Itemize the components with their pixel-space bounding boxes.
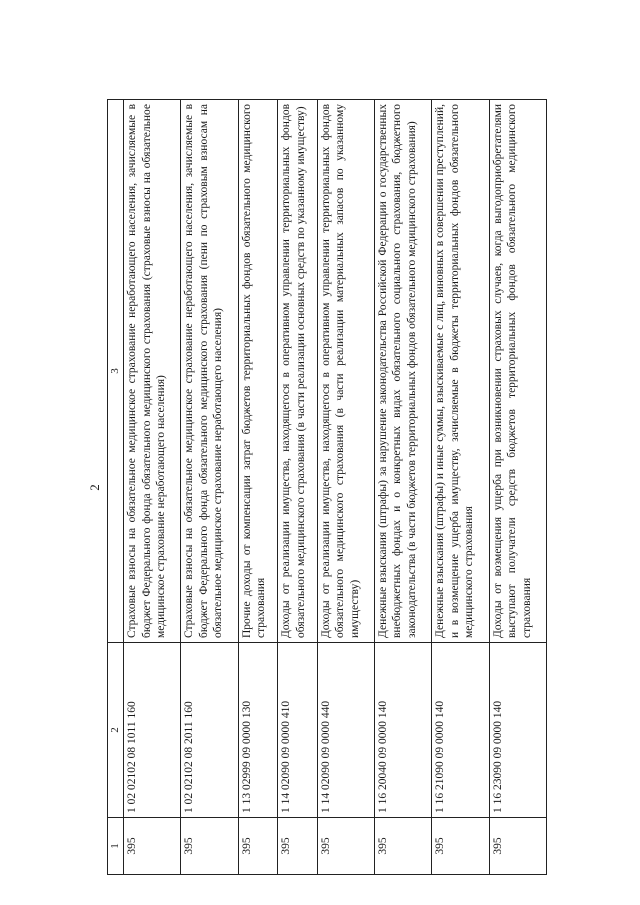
description-cell: Денежные взыскания (штрафы) за нарушение законодательства Российской Федерации о государственных внебюджетных фондах и о конкретных видах обязательного социального страхования, бюджетного законодательства (в части бюджетов территориальных фондов обязательного медицинского страхования) — [374, 100, 431, 643]
revenue-code-cell: 1 14 02090 09 0000 440 — [317, 643, 374, 818]
description-cell: Страховые взносы на обязательное медицинское страхование неработающего населения, зачисляемые в бюджет Федерального фонда обязательного медицинского страхования (страховые взносы на обязательное медицинское страхование неработающего населения) — [124, 100, 181, 643]
admin-code-cell: 395 — [124, 818, 181, 875]
admin-code-cell: 395 — [432, 818, 489, 875]
admin-code-cell: 395 — [374, 818, 431, 875]
column-header-3: 3 — [108, 100, 124, 643]
admin-code-cell: 395 — [278, 818, 317, 875]
column-header-1: 1 — [108, 818, 124, 875]
rotated-landscape-content — [85, 100, 555, 875]
table-row — [317, 100, 374, 875]
admin-code-cell: 395 — [181, 818, 238, 875]
revenue-code-cell: 1 02 02102 08 1011 160 — [124, 643, 181, 818]
revenue-code-cell: 1 16 20040 09 0000 140 — [374, 643, 431, 818]
table-row — [432, 100, 489, 875]
description-cell: Доходы от реализации имущества, находящегося в оперативном управлении территориальных фондов обязательного медицинского страхования (в части реализации материальных запасов по указанному имуществу) — [317, 100, 374, 643]
table-row — [489, 100, 546, 875]
description-cell: Доходы от возмещения ущерба при возникновении страховых случаев, когда выгодоприобретателями выступают получатели средств бюджетов территориальных фондов обязательного медицинского страхования — [489, 100, 546, 643]
description-cell: Денежные взыскания (штрафы) и иные суммы, взыскиваемые с лиц, виновных в совершении преступлений, и в возмещение ущерба имуществу, зачисляемые в бюджеты территориальных фондов обязательного медицинского страхования — [432, 100, 489, 643]
description-cell: Доходы от реализации имущества, находящегося в оперативном управлении территориальных фондов обязательного медицинского страхования (в части реализации основных средств по указанному имуществу) — [278, 100, 317, 643]
table-row — [238, 100, 277, 875]
revenue-code-cell: 1 16 23090 09 0000 140 — [489, 643, 546, 818]
admin-code-cell: 395 — [317, 818, 374, 875]
table-row — [374, 100, 431, 875]
table-row — [124, 100, 181, 875]
table-row — [278, 100, 317, 875]
revenue-code-cell: 1 02 02102 08 2011 160 — [181, 643, 238, 818]
table-row — [181, 100, 238, 875]
admin-code-cell: 395 — [489, 818, 546, 875]
column-header-2: 2 — [108, 643, 124, 818]
revenue-code-cell: 1 14 02090 09 0000 410 — [278, 643, 317, 818]
revenue-code-cell: 1 16 21090 09 0000 140 — [432, 643, 489, 818]
page-number: 2 — [87, 484, 102, 491]
description-cell: Прочие доходы от компенсации затрат бюджетов территориальных фондов обязательного медицинского страхования — [238, 100, 277, 643]
revenue-code-cell: 1 13 02999 09 0000 130 — [238, 643, 277, 818]
admin-code-cell: 395 — [238, 818, 277, 875]
description-cell: Страховые взносы на обязательное медицинское страхование неработающего населения, зачисляемые в бюджет Федерального фонда обязательного медицинского страхования (пени по страховым взносам на обязательное медицинское страхование неработающего населения) — [181, 100, 238, 643]
revenue-codes-table — [107, 99, 547, 875]
table-header-row — [108, 100, 124, 875]
